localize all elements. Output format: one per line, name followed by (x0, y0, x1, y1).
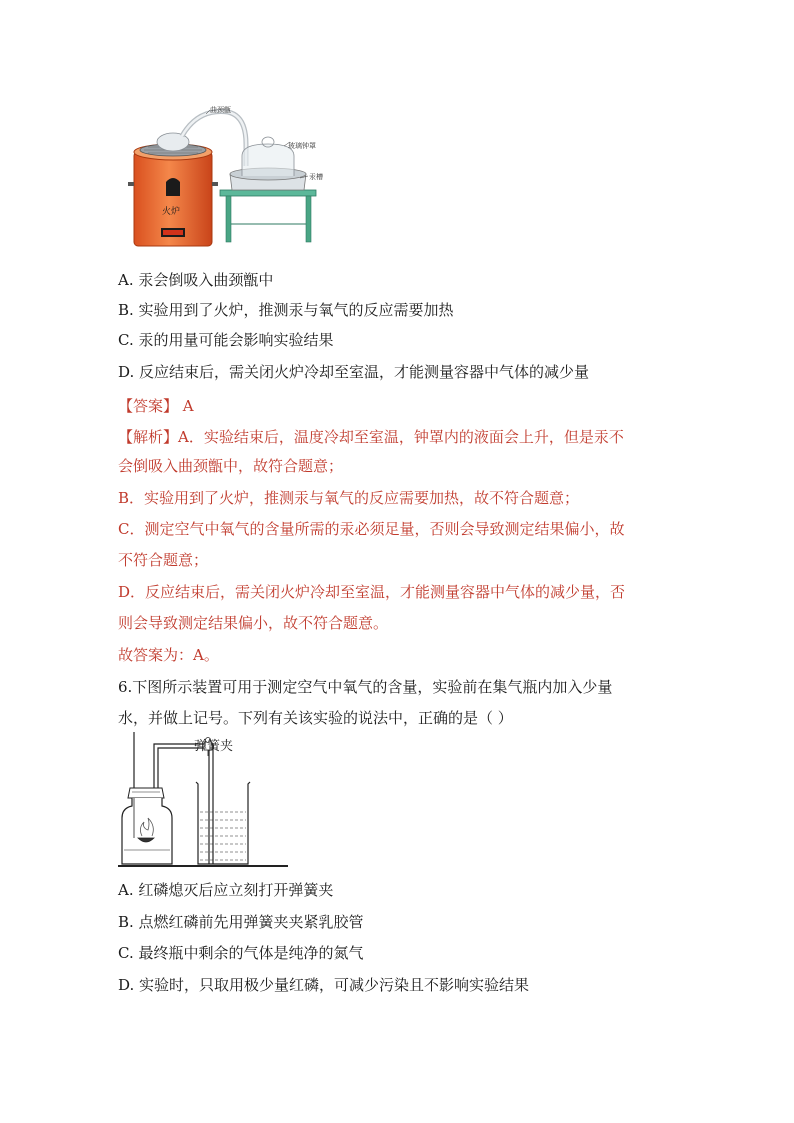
q6-stem-line-1: 6.下图所示装置可用于测定空气中氧气的含量，实验前在集气瓶内加入少量 (118, 678, 613, 696)
q5-analysis-line-7: 则会导致测定结果偏小，故不符合题意。 (118, 614, 389, 632)
q6-option-b: B. 点燃红磷前先用弹簧夹夹紧乳胶管 (118, 913, 364, 931)
q6-option-d: D. 实验时，只取用极少量红磷，可减少污染且不影响实验结果 (118, 976, 530, 994)
q5-analysis-line-3: B．实验用到了火炉，推测汞与氧气的反应需要加热，故不符合题意； (118, 489, 580, 507)
q5-analysis-line-1 (118, 427, 624, 447)
q5-analysis-line-4: C．测定空气中氧气的含量所需的汞必须足量，否则会导致测定结果偏小，故 (118, 520, 625, 538)
q5-analysis-line-6: D．反应结束后，需关闭火炉冷却至室温，才能测量容器中气体的减少量，否 (118, 583, 626, 601)
phosphorus-apparatus-figure (118, 732, 288, 872)
label-trough: 汞槽 (309, 173, 323, 181)
q5-answer (118, 396, 194, 416)
q5-analysis-line-2: 会倒吸入曲颈甑中，故符合题意； (118, 457, 344, 475)
lavoisier-apparatus-figure (128, 104, 338, 249)
q5-option-c: C. 汞的用量可能会影响实验结果 (118, 331, 334, 349)
q5-option-b: B. 实验用到了火炉，推测汞与氧气的反应需要加热 (118, 301, 454, 319)
answer-value: A (182, 397, 194, 415)
q5-option-a: A. 汞会倒吸入曲颈甑中 (118, 271, 274, 289)
label-bell-jar: 玻璃钟罩 (288, 142, 316, 150)
q6-option-a: A. 红磷熄灭后应立刻打开弹簧夹 (118, 881, 334, 899)
q5-conclusion: 故答案为：A。 (118, 646, 219, 664)
label-clamp: 弹簧夹 (194, 739, 234, 754)
answer-tag: 【答案】 (118, 397, 179, 415)
q6-stem-line-2: 水，并做上记号。下列有关该实验的说法中，正确的是（ ） (118, 709, 513, 727)
q5-option-d: D. 反应结束后，需关闭火炉冷却至室温，才能测量容器中气体的减少量 (118, 363, 590, 381)
label-retort: 曲颈甑 (210, 106, 231, 114)
analysis-tag: 【解析】 (118, 428, 179, 446)
q6-option-c: C. 最终瓶中剩余的气体是纯净的氮气 (118, 944, 364, 962)
q5-analysis-line-5: 不符合题意； (118, 551, 209, 569)
analysis-text: A．实验结束后，温度冷却至室温，钟罩内的液面会上升，但是汞不 (178, 428, 624, 446)
label-furnace: 火炉 (162, 207, 181, 217)
